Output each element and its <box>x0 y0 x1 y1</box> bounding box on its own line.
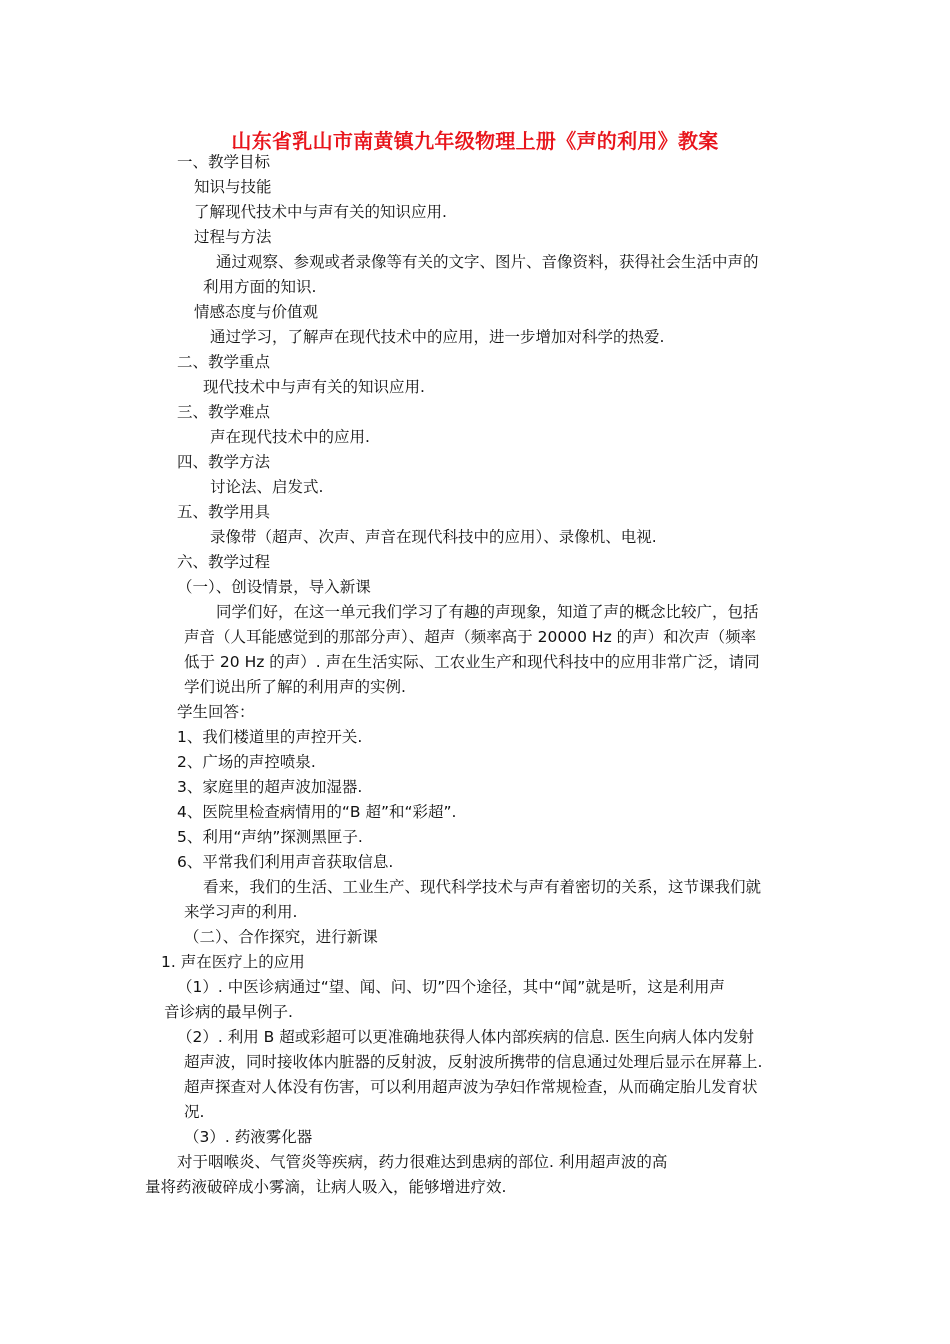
paragraph-line: 超声波，同时接收体内脏器的反射波，反射波所携带的信息通过处理后显示在屏幕上. <box>184 1053 763 1071</box>
paragraph-line: 讨论法、启发式. <box>210 478 324 496</box>
subheading: 知识与技能 <box>194 178 272 196</box>
subheading: （二）、合作探究，进行新课 <box>184 928 378 946</box>
paragraph-line: （1）. 中医诊病通过“望、闻、问、切”四个途径，其中“闻”就是听，这是利用声 <box>177 978 725 996</box>
section-heading: 五、教学用具 <box>177 503 271 521</box>
subheading: （一）、创设情景，导入新课 <box>177 578 371 596</box>
paragraph-line: 同学们好，在这一单元我们学习了有趣的声现象，知道了声的概念比较广，包括 <box>216 603 759 621</box>
section-heading: 六、教学过程 <box>177 553 271 571</box>
paragraph-line: 利用方面的知识. <box>203 278 317 296</box>
paragraph-line: 了解现代技术中与声有关的知识应用. <box>194 203 447 221</box>
paragraph-line: 况. <box>184 1103 205 1121</box>
paragraph-line: 低于 20 Hz 的声）. 声在生活实际、工农业生产和现代科技中的应用非常广泛，请同 <box>184 653 760 671</box>
subheading: 1. 声在医疗上的应用 <box>161 953 305 971</box>
paragraph-line: 对于咽喉炎、气管炎等疾病，药力很难达到患病的部位. 利用超声波的高 <box>177 1153 668 1171</box>
paragraph-line: 现代技术中与声有关的知识应用. <box>203 378 425 396</box>
paragraph-line: 学们说出所了解的利用声的实例. <box>184 678 406 696</box>
list-item: 4、医院里检查病情用的“B 超”和“彩超”. <box>177 803 457 821</box>
section-heading: 三、教学难点 <box>177 403 271 421</box>
paragraph-line: 录像带（超声、次声、声音在现代科技中的应用）、录像机、电视. <box>210 528 657 546</box>
section-heading: 四、教学方法 <box>177 453 271 471</box>
list-item: 5、利用“声纳”探测黑匣子. <box>177 828 363 846</box>
list-item: 1、我们楼道里的声控开关. <box>177 728 363 746</box>
paragraph-line: 超声探查对人体没有伤害，可以利用超声波为孕妇作常规检查，从而确定胎儿发育状 <box>184 1078 758 1096</box>
list-item: 6、平常我们利用声音获取信息. <box>177 853 394 871</box>
paragraph-line: （2）. 利用 B 超或彩超可以更准确地获得人体内部疾病的信息. 医生向病人体内发射 <box>177 1028 755 1046</box>
list-item: 2、广场的声控喷泉. <box>177 753 316 771</box>
paragraph-line: 看来，我们的生活、工业生产、现代科学技术与声有着密切的关系，这节课我们就 <box>203 878 762 896</box>
paragraph-line: 量将药液破碎成小雾滴，让病人吸入，能够增进疗效. <box>145 1178 507 1196</box>
subheading: 情感态度与价值观 <box>194 303 319 321</box>
paragraph-line: 通过观察、参观或者录像等有关的文字、图片、音像资料，获得社会生活中声的 <box>216 253 759 271</box>
paragraph-line: 学生回答： <box>177 703 255 721</box>
paragraph-line: 音诊病的最早例子. <box>164 1003 293 1021</box>
paragraph-line: 声在现代技术中的应用. <box>210 428 370 446</box>
section-heading: 一、教学目标 <box>177 153 271 171</box>
subheading: 过程与方法 <box>194 228 272 246</box>
section-heading: 二、教学重点 <box>177 353 271 371</box>
paragraph-line: 来学习声的利用. <box>184 903 298 921</box>
paragraph-line: 通过学习，了解声在现代技术中的应用，进一步增加对科学的热爱. <box>210 328 665 346</box>
list-item: 3、家庭里的超声波加湿器. <box>177 778 363 796</box>
subheading: （3）. 药液雾化器 <box>184 1128 313 1146</box>
document-title: 山东省乳山市南黄镇九年级物理上册《声的利用》教案 <box>231 129 719 153</box>
paragraph-line: 声音（人耳能感觉到的那部分声）、超声（频率高于 20000 Hz 的声）和次声（频率 <box>184 628 757 646</box>
